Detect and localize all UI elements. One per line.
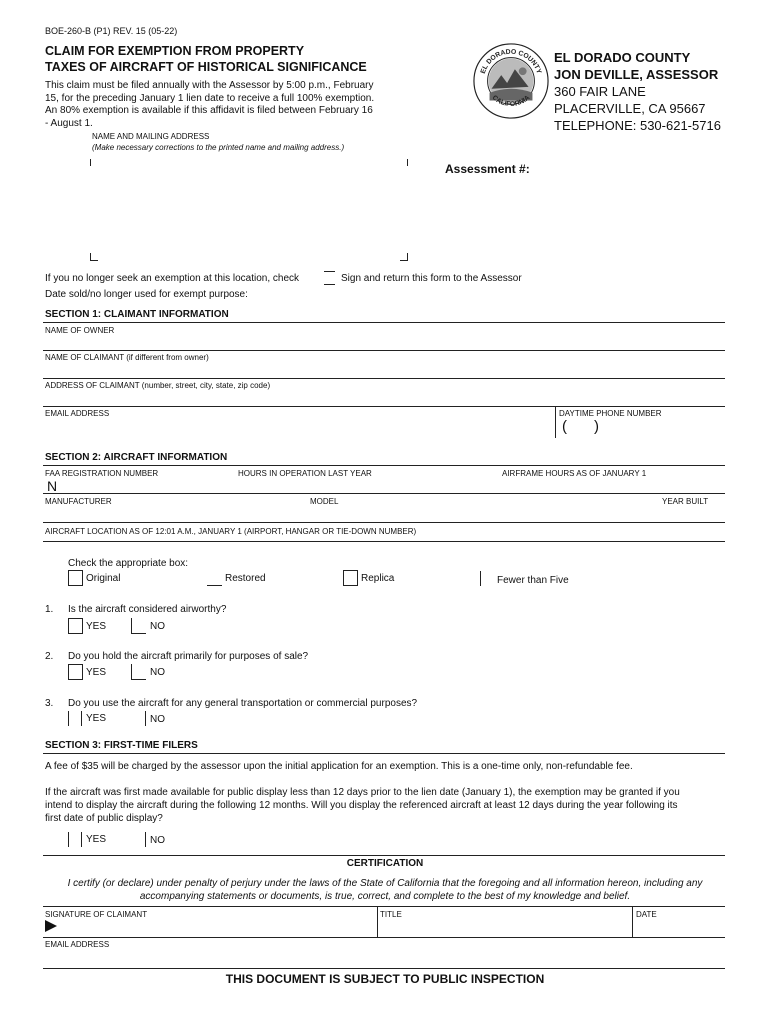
fewer-than-five-label: Fewer than Five <box>497 575 569 586</box>
year-built-label: YEAR BUILT <box>662 497 709 506</box>
restored-label: Restored <box>225 573 266 584</box>
hours-label: HOURS IN OPERATION LAST YEAR <box>238 469 372 478</box>
owner-field[interactable] <box>45 336 725 350</box>
seal-bottom-text: CALIFORNIA <box>490 94 532 109</box>
name-mailing-label: NAME AND MAILING ADDRESS <box>92 132 210 141</box>
form-code: BOE-260-B (P1) REV. 15 (05-22) <box>45 26 178 36</box>
display-yes-checkbox[interactable] <box>68 832 82 847</box>
faa-label: FAA REGISTRATION NUMBER <box>45 469 159 478</box>
divider <box>43 855 725 856</box>
original-checkbox[interactable] <box>68 570 83 586</box>
q1-no-label: NO <box>150 621 165 632</box>
q2-yes-label: YES <box>86 667 107 678</box>
certification-text: I certify (or declare) under penalty of perjury under the laws of the State of California that the foregoing and all information hereon, including any accompanying statements or documents, is true, correct, and complete to the best of my knowledge and belief. <box>67 878 703 902</box>
divider <box>43 322 725 323</box>
title-field[interactable] <box>380 919 630 935</box>
divider <box>43 968 725 969</box>
q1-number: 1. <box>45 604 54 615</box>
cert-email-field[interactable] <box>45 950 725 966</box>
address-corner-tl <box>90 159 91 166</box>
assessor-street: 360 FAIR LANE <box>554 84 646 99</box>
certification-heading: CERTIFICATION <box>346 858 424 869</box>
q3-no-label: NO <box>150 714 165 725</box>
owner-label: NAME OF OWNER <box>45 326 115 335</box>
q2-yes-checkbox[interactable] <box>68 664 83 680</box>
replica-checkbox[interactable] <box>343 570 358 586</box>
assessment-number-label: Assessment #: <box>445 162 530 176</box>
divider <box>43 378 725 379</box>
q1-no-checkbox[interactable] <box>131 618 146 634</box>
section3-heading: SECTION 3: FIRST-TIME FILERS <box>45 740 198 751</box>
phone-paren-open: ( <box>562 418 567 435</box>
display-yes-label: YES <box>86 834 107 845</box>
first-display-text: If the aircraft was first made available for public display less than 12 days prior to the lien date (January 1), the exemption may be granted if you intend to display the aircraft during the following 12 months. Will you display the referenced aircraft at least 12 days during the year following its first date of public display? <box>45 787 680 824</box>
date-sold-field[interactable] <box>262 287 462 301</box>
q2-number: 2. <box>45 651 54 662</box>
date-sold-label: Date sold/no longer used for exempt purpose: <box>45 289 248 300</box>
model-label: MODEL <box>310 497 339 506</box>
name-mailing-note: (Make necessary corrections to the printed name and mailing address.) <box>92 143 345 152</box>
restored-checkbox[interactable] <box>207 570 222 586</box>
divider <box>43 937 725 938</box>
claimant-address-field[interactable] <box>45 391 725 405</box>
divider <box>632 906 633 938</box>
signature-label: SIGNATURE OF CLAIMANT <box>45 910 148 919</box>
q3-yes-label: YES <box>86 713 107 724</box>
divider <box>43 522 725 523</box>
fewer-than-five-checkbox[interactable] <box>480 571 481 586</box>
q1-yes-label: YES <box>86 621 107 632</box>
seal-top-text: EL DORADO COUNTY <box>479 48 543 75</box>
manufacturer-model-field[interactable] <box>45 507 725 521</box>
divider <box>43 541 725 542</box>
no-longer-checkbox[interactable] <box>324 271 335 285</box>
section1-heading: SECTION 1: CLAIMANT INFORMATION <box>45 309 229 320</box>
assessment-number-field[interactable] <box>540 160 720 178</box>
divider <box>377 906 378 938</box>
footer-notice: THIS DOCUMENT IS SUBJECT TO PUBLIC INSPECTION <box>225 972 545 986</box>
phone-label: DAYTIME PHONE NUMBER <box>559 409 662 418</box>
q3-yes-checkbox[interactable] <box>68 711 82 726</box>
display-no-checkbox[interactable] <box>145 832 146 847</box>
fee-text: A fee of $35 will be charged by the assessor upon the initial application for an exemption. This is a one-time only, non-refundable fee. <box>45 761 633 772</box>
phone-field[interactable] <box>572 419 722 435</box>
address-corner-bl <box>90 253 98 261</box>
signature-arrow-icon <box>45 920 57 932</box>
intro-text: This claim must be filed annually with the Assessor by 5:00 p.m., February 15, for the preceding January 1 lien date to receive a full 100% exemption. An 80% exemption is available if this affidavit is filed between February 16 - August 1. <box>45 80 375 129</box>
hours-field[interactable] <box>238 479 488 493</box>
q3-no-checkbox[interactable] <box>145 711 146 726</box>
section2-heading: SECTION 2: AIRCRAFT INFORMATION <box>45 452 228 463</box>
q3-number: 3. <box>45 698 54 709</box>
replica-label: Replica <box>361 573 395 584</box>
date-label: DATE <box>636 910 657 919</box>
faa-prefix: N <box>47 478 58 494</box>
divider <box>43 465 725 466</box>
date-field[interactable] <box>636 919 724 935</box>
email-label: EMAIL ADDRESS <box>45 409 110 418</box>
q2-no-label: NO <box>150 667 165 678</box>
divider <box>43 906 725 907</box>
faa-field[interactable] <box>62 479 232 493</box>
divider <box>43 350 725 351</box>
form-title-line1: CLAIM FOR EXEMPTION FROM PROPERTY <box>45 44 305 58</box>
q2-no-checkbox[interactable] <box>131 664 146 680</box>
q2-text: Do you hold the aircraft primarily for purposes of sale? <box>68 651 309 662</box>
claimant-address-label: ADDRESS OF CLAIMANT (number, street, city, state, zip code) <box>45 381 271 390</box>
name-mailing-address-field[interactable] <box>94 170 402 250</box>
divider <box>555 406 556 438</box>
airframe-field[interactable] <box>502 479 722 493</box>
divider <box>43 493 725 494</box>
original-label: Original <box>86 573 121 584</box>
check-appropriate-label: Check the appropriate box: <box>68 558 189 569</box>
divider <box>43 753 725 754</box>
location-label: AIRCRAFT LOCATION AS OF 12:01 A.M., JANUARY 1 (AIRPORT, HANGAR OR TIE-DOWN NUMBER) <box>45 527 417 536</box>
airframe-label: AIRFRAME HOURS AS OF JANUARY 1 <box>502 469 647 478</box>
no-longer-text: If you no longer seek an exemption at this location, check <box>45 273 300 284</box>
address-corner-br <box>400 253 408 261</box>
manufacturer-label: MANUFACTURER <box>45 497 112 506</box>
phone-paren-close: ) <box>594 418 599 435</box>
assessor-city: PLACERVILLE, CA 95667 <box>554 101 706 116</box>
county-seal-icon <box>472 42 550 120</box>
divider <box>43 406 725 407</box>
assessor-county: EL DORADO COUNTY <box>554 50 691 65</box>
form-title-line2: TAXES OF AIRCRAFT OF HISTORICAL SIGNIFICANCE <box>45 60 367 74</box>
claimant-label: NAME OF CLAIMANT (if different from owner) <box>45 353 209 362</box>
claimant-field[interactable] <box>45 363 725 377</box>
no-longer-tail: Sign and return this form to the Assessor <box>341 273 522 284</box>
q3-text: Do you use the aircraft for any general transportation or commercial purposes? <box>68 698 418 709</box>
assessor-phone: TELEPHONE: 530-621-5716 <box>554 118 721 133</box>
display-no-label: NO <box>150 835 165 846</box>
q1-text: Is the aircraft considered airworthy? <box>68 604 227 615</box>
address-corner-tr <box>407 159 408 166</box>
title-label: TITLE <box>380 910 402 919</box>
cert-email-label: EMAIL ADDRESS <box>45 940 110 949</box>
signature-field[interactable] <box>60 919 375 935</box>
assessor-name: JON DEVILLE, ASSESSOR <box>554 67 719 82</box>
email-field[interactable] <box>45 419 550 435</box>
q1-yes-checkbox[interactable] <box>68 618 83 634</box>
